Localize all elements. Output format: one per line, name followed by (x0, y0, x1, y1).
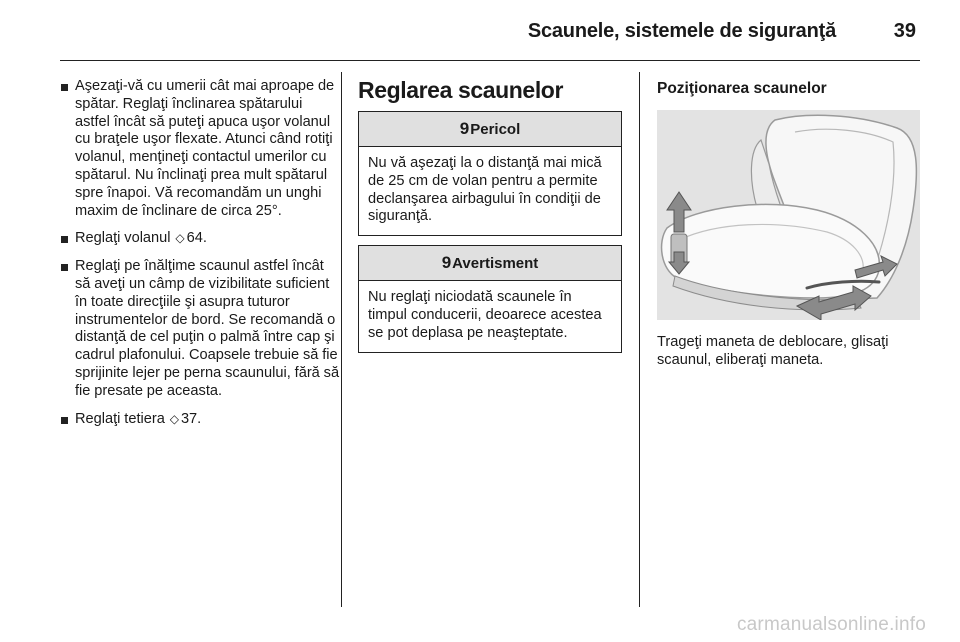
column-divider (341, 72, 342, 607)
bullet-item (60, 78, 340, 220)
danger-box-header (359, 112, 621, 147)
page-header-title: Scaunele, sistemele de siguranţă (527, 20, 836, 42)
danger-box (358, 111, 622, 236)
warning-body: Nu reglaţi niciodată scaunele în timpul conducerii, deoarece acestea se pot deplasa pe neaşteptate. (368, 289, 602, 341)
page-ref-arrow-icon: ◇ (169, 411, 179, 426)
page-header (60, 0, 920, 61)
column-divider (639, 72, 640, 607)
bullet-list (60, 78, 340, 428)
bullet-item (60, 411, 340, 429)
seat-adjustment-illustration (657, 110, 920, 320)
bullet-text: Reglaţi pe înălţime scaunul astfel încât să aveţi un câmp de vizibilitate suficient în toate direcţiile şi asupra tuturor instrumentelor de bord. Se recomandă o distanţă de cel puţin o palmă între cap şi cadrul plafonului. Coapsele trebuie să fie sprijinite lejer pe perna scaunului, fără să fie presate pe aceasta. (75, 258, 340, 399)
bullet-item (60, 258, 340, 400)
bullet-item (60, 230, 340, 248)
warning-triangle-icon: 9 (459, 119, 470, 138)
right-column (657, 78, 920, 370)
warning-box (358, 245, 622, 352)
page-number: 39 (893, 20, 916, 42)
illustration-caption: Trageţi maneta de deblocare, glisaţi scaunul, eliberaţi maneta. (657, 334, 889, 368)
bullet-text: Reglaţi volanul (75, 230, 171, 247)
warning-box-header (359, 246, 621, 281)
bullet-text: Reglaţi tetiera (75, 410, 165, 427)
page-ref-link[interactable]: 37. (180, 410, 202, 427)
warning-title: Avertisment (452, 254, 539, 272)
middle-column (358, 78, 622, 362)
page-ref-arrow-icon: ◇ (175, 231, 185, 246)
section-title: Reglarea scaunelor (358, 77, 564, 103)
left-column (60, 78, 340, 438)
bullet-text: Aşezaţi-vă cu umerii cât mai aproape de spătar. Reglaţi înclinarea spătarului astfel încât să puteţi apuca uşor volanul cu braţele uşor flexate. Atunci când rotiţi volanul, menţineţi contactul umerilor cu spătarul. Nu înclinaţi prea mult spătarul spre înapoi. Vă recomandăm un unghi maxim de înclinare de circa 25°. (75, 78, 335, 219)
warning-triangle-icon: 9 (441, 253, 452, 273)
sub-title: Poziţionarea scaunelor (657, 80, 827, 97)
danger-title: Pericol (470, 120, 521, 138)
page-ref-link[interactable]: 64. (186, 230, 207, 247)
danger-body: Nu vă aşezaţi la o distanţă mai mică de 25 cm de volan pentru a permite declanşarea airbagului în condiţii de siguranţă. (368, 155, 602, 225)
watermark: carmanualsonline.info (736, 614, 926, 635)
